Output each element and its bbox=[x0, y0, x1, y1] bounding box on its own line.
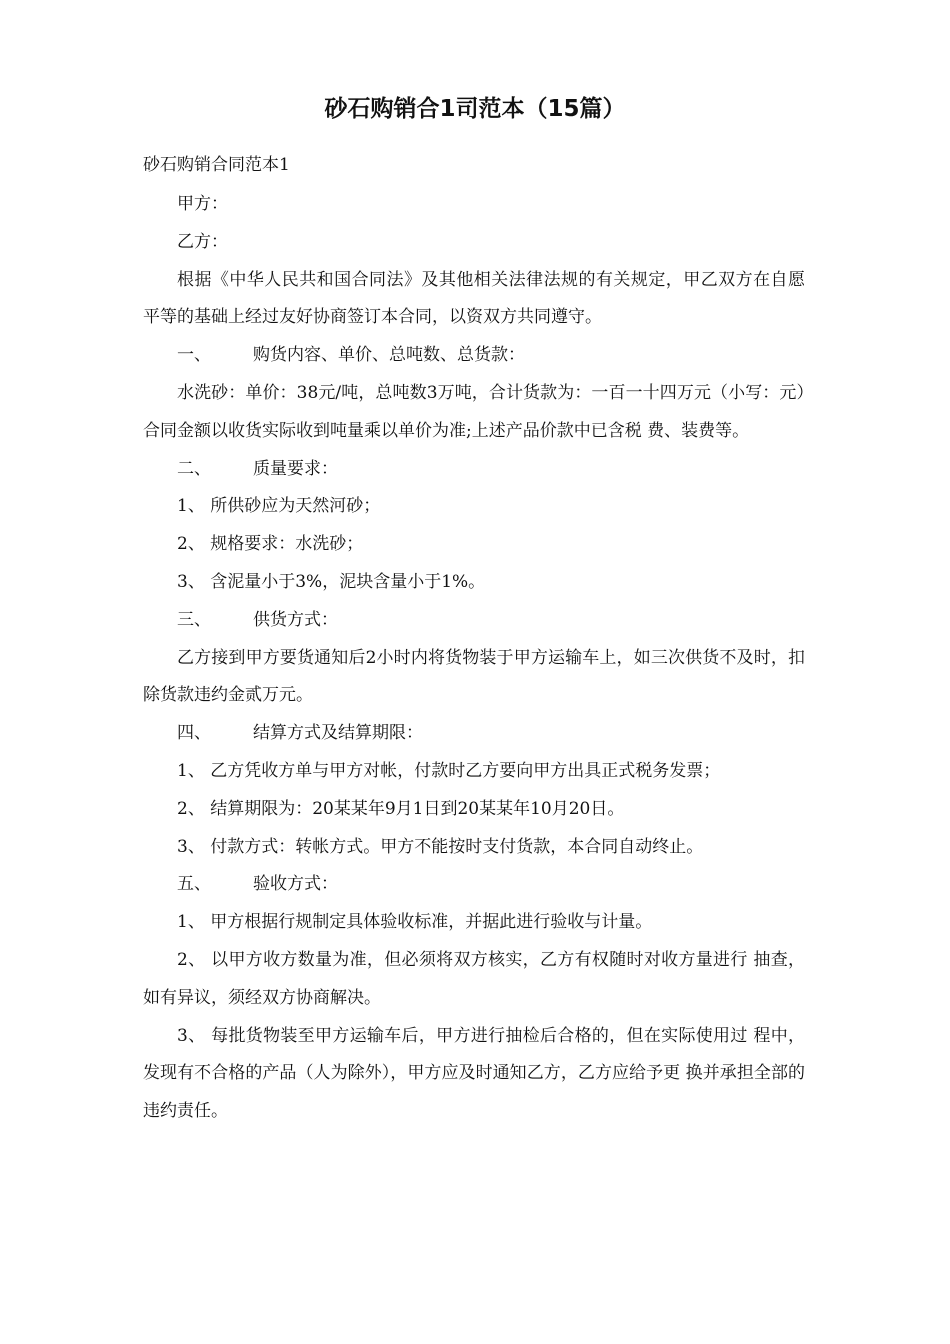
document-title: 砂石购销合1司范本（15篇） bbox=[324, 96, 626, 122]
list-item: 1、 所供砂应为天然河砂； bbox=[177, 496, 381, 517]
party-a-line: 甲方： bbox=[177, 194, 228, 214]
list-item: 2、 规格要求：水洗砂； bbox=[177, 534, 364, 555]
list-item: 3、 含泥量小于3%，泥块含量小于1%。 bbox=[177, 571, 486, 592]
list-item: 2、 以甲方收方数量为准，但必须将双方核实，乙方有权随时对收方量进行 抽查，如有异议，须经双方协商解决。 bbox=[143, 949, 805, 1008]
section-heading-text: 供货方式： bbox=[253, 609, 338, 630]
section-heading-text: 验收方式： bbox=[253, 874, 338, 895]
section-heading-text: 购货内容、单价、总吨数、总货款： bbox=[253, 345, 525, 366]
section-number: 三、 bbox=[177, 609, 211, 630]
list-item: 1、 乙方凭收方单与甲方对帐，付款时乙方要向甲方出具正式税务发票； bbox=[177, 760, 721, 781]
section-3-heading bbox=[143, 602, 805, 640]
section-number: 二、 bbox=[177, 458, 211, 479]
section-number: 五、 bbox=[177, 874, 211, 895]
section-1-paragraph: 水洗砂：单价：38元/吨，总吨数3万吨，合计货款为：一百一十四万元（小写：元）合同金额以收货实际收到吨量乘以单价为准;上述产品价款中已含税 费、装费等。 bbox=[143, 382, 805, 441]
document-subtitle: 砂石购销合同范本1 bbox=[143, 155, 290, 175]
party-b-line: 乙方： bbox=[177, 231, 228, 252]
section-number: 一、 bbox=[177, 345, 211, 366]
section-4-heading bbox=[143, 715, 805, 753]
section-1-heading bbox=[143, 337, 805, 375]
section-number: 四、 bbox=[177, 723, 211, 744]
list-item: 3、 每批货物装至甲方运输车后，甲方进行抽检后合格的，但在实际使用过 程中，发现有不合格的产品（人为除外），甲方应及时通知乙方，乙方应给予更 换并承担全部的违约责任。 bbox=[143, 1025, 805, 1122]
list-item: 3、 付款方式：转帐方式。甲方不能按时支付货款，本合同自动终止。 bbox=[177, 836, 704, 857]
section-heading-text: 质量要求： bbox=[253, 458, 338, 479]
contract-body bbox=[143, 186, 805, 1131]
section-heading-text: 结算方式及结算期限： bbox=[253, 723, 423, 744]
intro-paragraph: 根据《中华人民共和国合同法》及其他相关法律法规的有关规定，甲乙双方在自愿平等的基础上经过友好协商签订本合同，以资双方共同遵守。 bbox=[143, 269, 805, 328]
section-3-paragraph: 乙方接到甲方要货通知后2小时内将货物装于甲方运输车上，如三次供货不及时，扣除货款违约金贰万元。 bbox=[143, 647, 805, 706]
list-item: 1、 甲方根据行规制定具体验收标准，并据此进行验收与计量。 bbox=[177, 912, 653, 933]
section-2-heading bbox=[143, 451, 805, 489]
list-item: 2、 结算期限为：20某某年9月1日到20某某年10月20日。 bbox=[177, 798, 625, 819]
section-5-heading bbox=[143, 866, 805, 904]
